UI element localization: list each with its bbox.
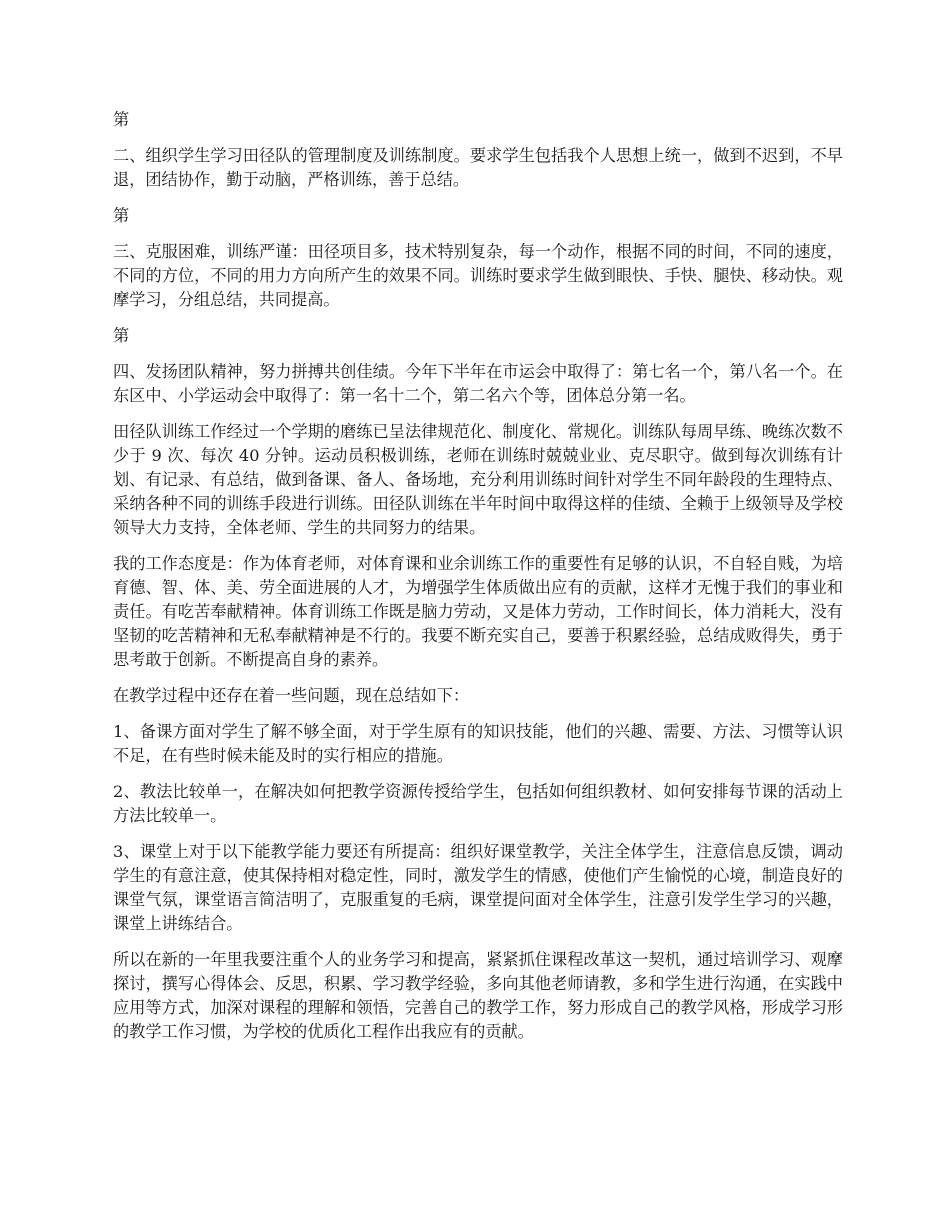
paragraph-problem-3: 3、课堂上对于以下能教学能力要还有所提高：组织好课堂教学，关注全体学生，注意信息反馈，调动学生的有意注意，使其保持相对稳定性，同时，激发学生的情感，使他们产生愉悦的心境，制造良好的课堂气氛，课堂语言简洁明了，克服重复的毛病，课堂提问面对全体学生，注意引发学生学习的兴趣，课堂上讲练结合。 — [113, 842, 843, 933]
paragraph-item-three: 三、克服困难，训练严谨：田径项目多，技术特别复杂，每一个动作，根据不同的时间，不同的速度，不同的方位，不同的用力方向所产生的效果不同。训练时要求学生做到眼快、手快、腿快、移动快。观摩学习，分组总结，共同提高。 — [113, 242, 843, 309]
document-body — [113, 108, 843, 1056]
paragraph-item-two: 二、组织学生学习田径队的管理制度及训练制度。要求学生包括我个人思想上统一，做到不迟到，不早退，团结协作，勤于动脑，严格训练，善于总结。 — [113, 146, 843, 189]
paragraph-problems-intro: 在教学过程中还存在着一些问题，现在总结如下： — [113, 686, 470, 705]
paragraph-training-summary: 田径队训练工作经过一个学期的磨练已呈法律规范化、制度化、常规化。训练队每周早练、晚练次数不少于 9 次、每次 40 分钟。运动员积极训练，老师在训练时兢兢业业、克尽职守。做到每次训练有计划、有记录、有总结，做到备课、备人、备场地，充分利用训练时间针对学生不同年龄段的生理特点、采纳各种不同的训练手段进行训练。田径队训练在半年时间中取得这样的佳绩、全赖于上级领导及学校领导大力支持，全体老师、学生的共同努力的结果。 — [113, 422, 843, 537]
section-marker: 第 — [113, 110, 130, 129]
paragraph-work-attitude: 我的工作态度是：作为体育老师，对体育课和业余训练工作的重要性有足够的认识，不自轻自贱，为培育德、智、体、美、劳全面进展的人才，为增强学生体质做出应有的贡献，这样才无愧于我们的事业和责任。有吃苦奉献精神。体育训练工作既是脑力劳动，又是体力劳动，工作时间长，体力消耗大，没有坚韧的吃苦精神和无私奉献精神是不行的。我要不断充实自己，要善于积累经验，总结成败得失，勇于思考敢于创新。不断提高自身的素养。 — [113, 554, 843, 669]
paragraph-conclusion: 所以在新的一年里我要注重个人的业务学习和提高，紧紧抓住课程改革这一契机，通过培训学习、观摩探讨，撰写心得体会、反思，积累、学习教学经验，多向其他老师请教，多和学生进行沟通，在实践中应用等方式，加深对课程的理解和领悟，完善自己的教学工作，努力形成自己的教学风格，形成学习形的教学工作习惯，为学校的优质化工程作出我应有的贡献。 — [113, 950, 843, 1041]
paragraph-problem-2: 2、教法比较单一，在解决如何把教学资源传授给学生，包括如何组织教材、如何安排每节课的活动上方法比较单一。 — [113, 782, 843, 825]
paragraph-problem-1: 1、备课方面对学生了解不够全面，对于学生原有的知识技能，他们的兴趣、需要、方法、习惯等认识不足，在有些时候未能及时的实行相应的措施。 — [113, 722, 843, 765]
paragraph-item-four: 四、发扬团队精神，努力拼搏共创佳绩。今年下半年在市运会中取得了：第七名一个，第八名一个。在东区中、小学运动会中取得了：第一名十二个，第二名六个等，团体总分第一名。 — [113, 362, 843, 405]
section-marker: 第 — [113, 326, 130, 345]
section-marker: 第 — [113, 206, 130, 225]
